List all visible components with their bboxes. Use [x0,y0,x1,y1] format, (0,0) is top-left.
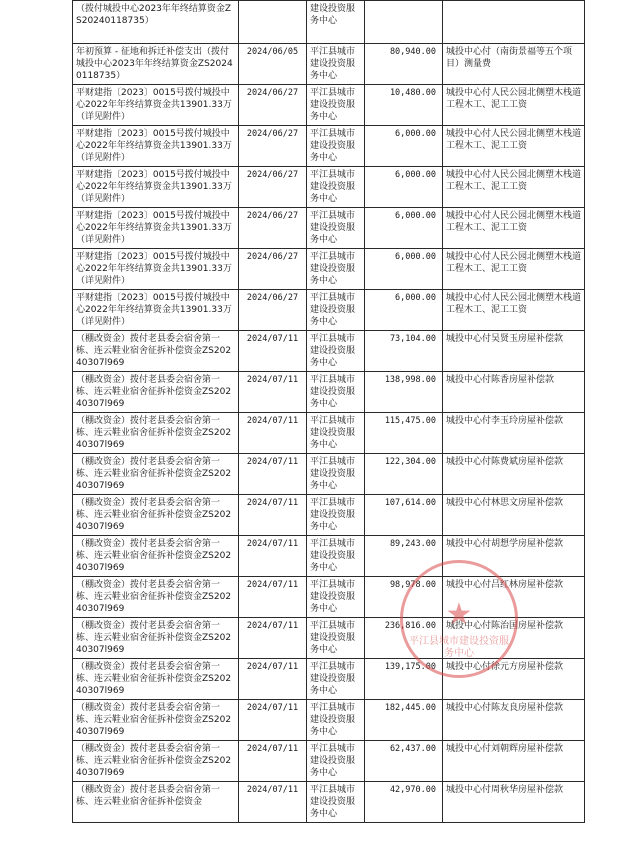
amount-cell: 80,940.00 [365,44,443,85]
fund-source-cell: 平财建指〔2023〕0015号拨付城投中心2022年年终结算资金共13901.33万（详见附件） [73,208,239,249]
date-cell: 2024/06/27 [239,290,307,331]
table-row [73,782,585,823]
table-row [73,126,585,167]
amount-cell: 6,000.00 [365,167,443,208]
recipient-cell: 平江县城市建设投资服务中心 [307,85,365,126]
table-row [73,167,585,208]
recipient-cell: 平江县城市建设投资服务中心 [307,372,365,413]
purpose-cell: 城投中心付吴贤玉房屋补偿款 [443,331,585,372]
date-cell: 2024/07/11 [239,331,307,372]
table-row [73,290,585,331]
amount-cell: 42,970.00 [365,782,443,823]
purpose-cell: 城投中心付徐元方房屋补偿款 [443,659,585,700]
purpose-cell: 城投中心付胡想学房屋补偿款 [443,536,585,577]
recipient-cell: 平江县城市建设投资服务中心 [307,577,365,618]
purpose-cell: 城投中心付吕红林房屋补偿款 [443,577,585,618]
table-row [73,454,585,495]
recipient-cell: 建设投资服务中心 [307,1,365,44]
date-cell: 2024/06/27 [239,85,307,126]
recipient-cell: 平江县城市建设投资服务中心 [307,741,365,782]
purpose-cell: 城投中心付陈费斌房屋补偿款 [443,454,585,495]
purpose-cell: 城投中心付人民公园北侧塑木栈道工程木工、泥工工资 [443,167,585,208]
fund-source-cell: （棚改资金）拨付老县委会宿舍第一栋、连云鞋业宿舍征拆补偿资金ZS20240307l969 [73,741,239,782]
disbursement-table [72,0,585,823]
amount-cell: 98,978.00 [365,577,443,618]
recipient-cell: 平江县城市建设投资服务中心 [307,44,365,85]
table-body [73,1,585,823]
amount-cell: 139,175.00 [365,659,443,700]
recipient-cell: 平江县城市建设投资服务中心 [307,700,365,741]
fund-source-cell: （棚改资金）拨付老县委会宿舍第一栋、连云鞋业宿舍征拆补偿资金ZS20240307l969 [73,331,239,372]
fund-source-cell: 平财建指〔2023〕0015号拨付城投中心2022年年终结算资金共13901.33万（详见附件） [73,126,239,167]
fund-source-cell: 年初预算 - 征地和拆迁补偿支出（拨付城投中心2023年年终结算资金ZS20240118735） [73,44,239,85]
fund-source-cell: 平财建指〔2023〕0015号拨付城投中心2022年年终结算资金共13901.33万（详见附件） [73,167,239,208]
recipient-cell: 平江县城市建设投资服务中心 [307,331,365,372]
fund-source-cell: 平财建指〔2023〕0015号拨付城投中心2022年年终结算资金共13901.33万（详见附件） [73,249,239,290]
table-row [73,700,585,741]
purpose-cell: 城投中心付人民公园北侧塑木栈道工程木工、泥工工资 [443,85,585,126]
fund-source-cell: 平财建指〔2023〕0015号拨付城投中心2022年年终结算资金共13901.33万（详见附件） [73,290,239,331]
purpose-cell: 城投中心付李玉玲房屋补偿款 [443,413,585,454]
recipient-cell: 平江县城市建设投资服务中心 [307,126,365,167]
seal-star-icon: ★ [445,597,473,632]
amount-cell: 236,816.00 [365,618,443,659]
recipient-cell: 平江县城市建设投资服务中心 [307,495,365,536]
amount-cell: 6,000.00 [365,126,443,167]
purpose-cell: 城投中心付陈友良房屋补偿款 [443,700,585,741]
fund-source-cell: （棚改资金）拨付老县委会宿舍第一栋、连云鞋业宿舍征拆补偿资金ZS20240307l969 [73,495,239,536]
amount-cell [365,1,443,44]
fund-source-cell: （棚改资金）拨付老县委会宿舍第一栋、连云鞋业宿舍征拆补偿资金ZS20240307l969 [73,372,239,413]
date-cell: 2024/07/11 [239,700,307,741]
table-row [73,1,585,44]
date-cell: 2024/06/27 [239,208,307,249]
fund-source-cell: （棚改资金）拨付老县委会宿舍第一栋、连云鞋业宿舍征拆补偿资金 [73,782,239,823]
table-row [73,536,585,577]
amount-cell: 182,445.00 [365,700,443,741]
date-cell: 2024/06/27 [239,167,307,208]
seal-text: 平江县城市建设投资服务中心 [409,636,509,659]
recipient-cell: 平江县城市建设投资服务中心 [307,618,365,659]
fund-source-cell: （棚改资金）拨付老县委会宿舍第一栋、连云鞋业宿舍征拆补偿资金ZS20240307l969 [73,536,239,577]
fund-source-cell: （棚改资金）拨付老县委会宿舍第一栋、连云鞋业宿舍征拆补偿资金ZS20240307l969 [73,659,239,700]
recipient-cell: 平江县城市建设投资服务中心 [307,413,365,454]
recipient-cell: 平江县城市建设投资服务中心 [307,290,365,331]
table-row [73,372,585,413]
fund-source-cell: （棚改资金）拨付老县委会宿舍第一栋、连云鞋业宿舍征拆补偿资金ZS20240307l969 [73,454,239,495]
amount-cell: 73,104.00 [365,331,443,372]
date-cell: 2024/07/11 [239,536,307,577]
purpose-cell: 城投中心付陈香房屋补偿款 [443,372,585,413]
purpose-cell: 城投中心付人民公园北侧塑木栈道工程木工、泥工工资 [443,249,585,290]
amount-cell: 10,480.00 [365,85,443,126]
date-cell: 2024/06/27 [239,126,307,167]
purpose-cell: 城投中心付陈治国房屋补偿款 [443,618,585,659]
amount-cell: 62,437.00 [365,741,443,782]
purpose-cell [443,1,585,44]
amount-cell: 138,998.00 [365,372,443,413]
table-row [73,85,585,126]
purpose-cell: 城投中心付人民公园北侧塑木栈道工程木工、泥工工资 [443,208,585,249]
purpose-cell: 城投中心付周秋华房屋补偿款 [443,782,585,823]
date-cell: 2024/06/05 [239,44,307,85]
fund-source-cell: 平财建指〔2023〕0015号拨付城投中心2022年年终结算资金共13901.33万（详见附件） [73,85,239,126]
date-cell: 2024/07/11 [239,618,307,659]
date-cell: 2024/07/11 [239,372,307,413]
fund-source-cell: （棚改资金）拨付老县委会宿舍第一栋、连云鞋业宿舍征拆补偿资金ZS20240307l969 [73,413,239,454]
fund-source-cell: （棚改资金）拨付老县委会宿舍第一栋、连云鞋业宿舍征拆补偿资金ZS20240307l969 [73,577,239,618]
date-cell: 2024/07/11 [239,659,307,700]
date-cell: 2024/07/11 [239,495,307,536]
date-cell: 2024/07/11 [239,577,307,618]
date-cell: 2024/06/27 [239,249,307,290]
purpose-cell: 城投中心付刘朝辉房屋补偿款 [443,741,585,782]
fund-source-cell: （棚改资金）拨付老县委会宿舍第一栋、连云鞋业宿舍征拆补偿资金ZS20240307l969 [73,618,239,659]
purpose-cell: 城投中心付人民公园北侧塑木栈道工程木工、泥工工资 [443,126,585,167]
date-cell: 2024/07/11 [239,454,307,495]
purpose-cell: 城投中心付林思文房屋补偿款 [443,495,585,536]
recipient-cell: 平江县城市建设投资服务中心 [307,249,365,290]
amount-cell: 6,000.00 [365,249,443,290]
recipient-cell: 平江县城市建设投资服务中心 [307,454,365,495]
date-cell: 2024/07/11 [239,782,307,823]
recipient-cell: 平江县城市建设投资服务中心 [307,208,365,249]
table-row [73,208,585,249]
purpose-cell: 城投中心付（南街景福等五个项目）测量费 [443,44,585,85]
amount-cell: 122,304.00 [365,454,443,495]
table-row [73,495,585,536]
table-row [73,249,585,290]
table-row [73,741,585,782]
table-row [73,659,585,700]
amount-cell: 6,000.00 [365,290,443,331]
table-row [73,577,585,618]
table-row [73,44,585,85]
table-row [73,331,585,372]
recipient-cell: 平江县城市建设投资服务中心 [307,659,365,700]
fund-source-cell: （拨付城投中心2023年年终结算资金ZS20240118735） [73,1,239,44]
date-cell [239,1,307,44]
recipient-cell: 平江县城市建设投资服务中心 [307,167,365,208]
table-row [73,618,585,659]
fund-source-cell: （棚改资金）拨付老县委会宿舍第一栋、连云鞋业宿舍征拆补偿资金ZS20240307l969 [73,700,239,741]
amount-cell: 115,475.00 [365,413,443,454]
amount-cell: 107,614.00 [365,495,443,536]
recipient-cell: 平江县城市建设投资服务中心 [307,782,365,823]
table-row [73,413,585,454]
date-cell: 2024/07/11 [239,741,307,782]
purpose-cell: 城投中心付人民公园北侧塑木栈道工程木工、泥工工资 [443,290,585,331]
date-cell: 2024/07/11 [239,413,307,454]
amount-cell: 89,243.00 [365,536,443,577]
recipient-cell: 平江县城市建设投资服务中心 [307,536,365,577]
amount-cell: 6,000.00 [365,208,443,249]
